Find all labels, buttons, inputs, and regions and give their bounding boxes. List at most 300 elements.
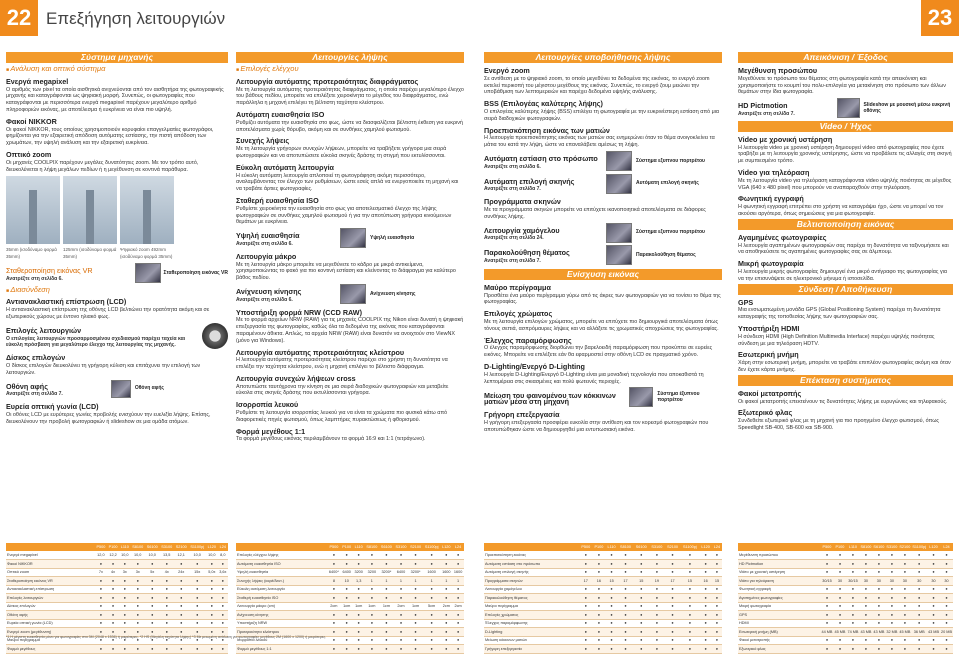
table-cell: 12,2 bbox=[107, 551, 119, 560]
table-row bbox=[236, 611, 464, 620]
table-cell: ● bbox=[353, 560, 365, 569]
table-cell: ● bbox=[898, 602, 911, 611]
table-cell: ● bbox=[95, 602, 107, 611]
table-cell: ● bbox=[107, 585, 119, 594]
table-row bbox=[6, 577, 228, 586]
table-cell: ● bbox=[341, 585, 353, 594]
table-cell: ● bbox=[605, 551, 617, 560]
table-header-cell: S6100 bbox=[380, 545, 392, 549]
row-label: Επιλογές λειτουργιών bbox=[6, 594, 95, 603]
table-cell: 43 MB bbox=[927, 628, 940, 637]
table-cell: 1cm bbox=[365, 602, 380, 611]
table-cell: ● bbox=[452, 551, 464, 560]
table-cell: ● bbox=[885, 551, 898, 560]
table-cell: ● bbox=[440, 585, 452, 594]
row-label: Ισορροπία λευκού bbox=[236, 636, 327, 645]
section-heading: ■ Ανάλυση και οπτικό σύστημα bbox=[6, 66, 228, 74]
table-cell: ● bbox=[206, 560, 218, 569]
row-label: Αυτόματη ευαισθησία ISO bbox=[236, 560, 327, 569]
table-cell: ● bbox=[699, 585, 712, 594]
face-af-thumbnail bbox=[606, 151, 632, 171]
table-header-cell: L24 bbox=[452, 543, 464, 551]
table-cell: ● bbox=[665, 560, 681, 569]
table-cell: ● bbox=[649, 594, 665, 603]
feature-text: Ρυθμίστε τη λειτουργία ισορροπίας λευκού για να είναι τα χρώματα πιο φυσικά κάτω από διαφορετικές πηγές φωτισμού, όπως λαμπτήρες πυρακτώσεως ή φθορισμού. bbox=[236, 410, 448, 423]
table-cell: ● bbox=[846, 594, 859, 603]
table-cell: ● bbox=[579, 628, 592, 637]
table-cell: ● bbox=[898, 645, 911, 654]
table-header-cell: L110 bbox=[846, 543, 859, 551]
table-cell: ● bbox=[649, 611, 665, 620]
table-row bbox=[738, 551, 953, 560]
table-cell: ● bbox=[633, 619, 649, 628]
table-cell: 74 MB bbox=[846, 628, 859, 637]
table-cell: ● bbox=[605, 602, 617, 611]
feature-heading: Αυτόματη επιλογή σκηνής bbox=[484, 176, 575, 186]
row-label: Λειτουργία μάκρο (cm) bbox=[236, 602, 327, 611]
table-cell: ● bbox=[206, 645, 218, 654]
table-cell: ● bbox=[119, 645, 130, 654]
table-cell: ● bbox=[885, 636, 898, 645]
table-cell: ● bbox=[579, 611, 592, 620]
table-row bbox=[738, 585, 953, 594]
table-row bbox=[484, 611, 722, 620]
table-cell: ● bbox=[353, 585, 365, 594]
feature-heading: Video με χρονική υστέρηση bbox=[738, 134, 833, 144]
row-label: Προγράμματα σκηνών bbox=[484, 577, 579, 586]
table-cell: ● bbox=[940, 560, 953, 569]
feature-heading: Προγράμματα σκηνών bbox=[484, 197, 561, 207]
table-row bbox=[738, 568, 953, 577]
table-cell: ● bbox=[605, 585, 617, 594]
table-cell: ● bbox=[898, 594, 911, 603]
table-cell: ● bbox=[145, 611, 160, 620]
row-label: Γρήγορη επεξεργασία bbox=[484, 645, 579, 654]
table-cell: ● bbox=[159, 585, 174, 594]
table-cell: ● bbox=[859, 551, 872, 560]
feature-text: Η λειτουργία αυτόματης προτεραιότητας κλείστρου παρέχει στο χρήστη τη δυνατότητα να επιλέξει την ταχύτητα κλείστρου, ενώ η μηχανή επιλέγει το βέλτιστο διάφραγμα. bbox=[236, 357, 448, 371]
table-cell: ● bbox=[452, 628, 464, 637]
table-header-cell: S8100 bbox=[132, 545, 144, 549]
row-label: GPS bbox=[738, 611, 820, 620]
feature-text: Μεγεθύνετε το πρόσωπο του θέματος στη φωτογραφία κατά την απεικόνιση και χρησιμοποιήστε το κουμπί του πολυ-επιλογέα για μετακίνηση στο πρόσωπο των άλλων θεμάτων στην ίδια φωτογραφία. bbox=[738, 75, 946, 96]
table-header-cell: L110 bbox=[120, 545, 129, 549]
table-row bbox=[738, 619, 953, 628]
table-cell: ● bbox=[365, 628, 380, 637]
table-cell: ● bbox=[353, 611, 365, 620]
table-header-cell: S6100 bbox=[873, 545, 885, 549]
table-cell: ● bbox=[859, 619, 872, 628]
table-cell: ● bbox=[95, 619, 107, 628]
row-label: Φωνητική εγγραφή bbox=[738, 585, 820, 594]
table-cell: 13,5 bbox=[159, 551, 174, 560]
table-cell: ● bbox=[107, 611, 119, 620]
table-cell: 3200 bbox=[365, 568, 380, 577]
feature-text: Προσθέτει ένα μαύρο περίγραμμα γύρω από τις άκρες των φωτογραφιών για να τονίσει το θέμα της φωτογραφίας. bbox=[484, 292, 721, 306]
table-cell: ● bbox=[911, 568, 927, 577]
table-cell: ● bbox=[159, 611, 174, 620]
table-cell: ● bbox=[859, 560, 872, 569]
table-header-cell: L24 bbox=[713, 545, 721, 549]
table-cell: 2cm bbox=[394, 602, 409, 611]
table-cell: 7x bbox=[95, 568, 107, 577]
table-cell: ● bbox=[95, 585, 107, 594]
table-cell: 1 bbox=[394, 577, 409, 586]
table-cell: ● bbox=[927, 568, 940, 577]
table-cell: ● bbox=[188, 602, 206, 611]
table-cell: ● bbox=[927, 560, 940, 569]
table-cell: ● bbox=[820, 636, 833, 645]
table-cell: ● bbox=[846, 585, 859, 594]
table-cell: ● bbox=[680, 568, 699, 577]
table-cell: 3200* bbox=[379, 568, 394, 577]
row-label: Μαύρο περίγραμμα bbox=[6, 636, 95, 645]
table-cell: ● bbox=[440, 551, 452, 560]
feature-text: Ρυθμίστε χειροκίνητα την ευαισθησία στο φως για αποτελεσματικό έλεγχο της λήψης φωτογραφιών σε συνθήκες χαμηλού φωτισμού ή για την αποτύπωση γρήγορα κινούμενων θεμάτων με ευκρίνεια. bbox=[236, 205, 452, 226]
table-cell: ● bbox=[940, 568, 953, 577]
table-header-cell: L24 bbox=[940, 543, 953, 551]
caption: Ψηφιακό zoom 492mm (ισοδύναμο φορμά 35mm) bbox=[120, 247, 173, 260]
table-cell: ● bbox=[394, 636, 409, 645]
table-cell: ● bbox=[218, 636, 228, 645]
table-row bbox=[236, 602, 464, 611]
table-cell: ● bbox=[680, 645, 699, 654]
table-cell: ● bbox=[107, 645, 119, 654]
table-cell: ● bbox=[699, 628, 712, 637]
table-header-cell: S3100 bbox=[649, 543, 665, 551]
table-cell: ● bbox=[846, 560, 859, 569]
table-row bbox=[484, 585, 722, 594]
table-cell: 1600 bbox=[423, 568, 441, 577]
feature-text: Ο επιλογέας καλύτερης λήψης (BSS) επιλέγει τη φωτογραφία με την ευκρινέστερη εστίαση από μια σειρά διαδοχικών φωτογραφιών. bbox=[484, 108, 719, 122]
table-row bbox=[6, 585, 228, 594]
table-cell: ● bbox=[592, 560, 605, 569]
table-cell: 15x bbox=[188, 568, 206, 577]
table-cell: ● bbox=[119, 577, 130, 586]
table-cell: ● bbox=[618, 594, 634, 603]
table-header-cell: S6100 bbox=[146, 545, 158, 549]
feature-heading: Γρήγορη επεξεργασία bbox=[484, 410, 560, 420]
table-cell: 17 bbox=[618, 577, 634, 586]
feature-heading: Υψηλή ευαισθησία bbox=[236, 231, 300, 241]
row-label: Υποστήριξη NRW bbox=[236, 619, 327, 628]
table-cell: 15 bbox=[680, 577, 699, 586]
thumb-label: Σύστημα έξυπνου πορτρέτου bbox=[657, 390, 700, 404]
page-number-left: 22 bbox=[0, 0, 38, 36]
table-cell: 30 bbox=[872, 577, 885, 586]
table-row bbox=[6, 551, 228, 560]
table-cell: 30 bbox=[911, 577, 927, 586]
feature-heading: HD Pictmotion bbox=[738, 101, 788, 111]
table-cell: ● bbox=[605, 636, 617, 645]
thumb-label: Σύστημα εξυπνου πορτρέτου bbox=[636, 157, 705, 164]
table-cell: ● bbox=[649, 551, 665, 560]
high-sensitivity-thumbnail bbox=[340, 228, 366, 248]
row-label: Δίσκος επιλογών bbox=[6, 602, 95, 611]
table-cell: ● bbox=[95, 611, 107, 620]
table-cell: ● bbox=[145, 602, 160, 611]
table-cell: ● bbox=[872, 602, 885, 611]
table-cell: ● bbox=[859, 611, 872, 620]
table-cell: ● bbox=[699, 602, 712, 611]
table-header-cell: S3100 bbox=[886, 545, 898, 549]
table-cell: ● bbox=[408, 585, 423, 594]
table-cell: ● bbox=[423, 560, 441, 569]
table-cell: ● bbox=[911, 611, 927, 620]
table-cell: ● bbox=[341, 560, 353, 569]
feature-heading: Δίσκος επιλογών bbox=[6, 353, 66, 363]
table-header-cell: P100 bbox=[342, 545, 352, 549]
table-cell: ● bbox=[95, 645, 107, 654]
feature-text: Οι οθόνες LCD με ευρύτερες γωνίες προβολής ενισχύουν την ευελιξία λήψης. Επίσης, διευκολύνουν την προβολή φωτογραφιών ή slideshow σε μια ομάδα ατόμων. bbox=[6, 411, 211, 425]
table-cell: ● bbox=[885, 611, 898, 620]
feature-heading: Λειτουργία συνεχών λήψεων cross bbox=[236, 373, 356, 383]
table-cell: ● bbox=[649, 602, 665, 611]
table-cell: ● bbox=[95, 577, 107, 586]
table-cell: ● bbox=[649, 619, 665, 628]
table-cell: ● bbox=[833, 602, 846, 611]
table-cell: ● bbox=[159, 594, 174, 603]
row-label: Ανίχνευση κίνησης bbox=[236, 611, 327, 620]
table-cell: 43 MB bbox=[859, 628, 872, 637]
thumb-label: Οθόνη αφής bbox=[134, 385, 164, 392]
feature-heading: Οθόνη αφής bbox=[6, 381, 48, 391]
column-playback-output bbox=[738, 52, 953, 540]
table-cell: ● bbox=[618, 628, 634, 637]
row-label: Παρακολούθηση θέματος bbox=[484, 594, 579, 603]
row-label: Φορμά μεγέθους bbox=[6, 645, 95, 654]
table-cell: ● bbox=[130, 619, 145, 628]
table-cell: ● bbox=[206, 619, 218, 628]
feature-heading: Προεπισκόπηση εικόνας των ματιών bbox=[484, 125, 610, 135]
table-cell: ● bbox=[820, 602, 833, 611]
table-cell: 30/15 bbox=[846, 577, 859, 586]
row-label: Ενεργό zoom (μεγέθυνση) bbox=[6, 628, 95, 637]
table-cell: 5,0x bbox=[206, 568, 218, 577]
thumb-label: Αυτόματη επιλογή σκηνής bbox=[636, 180, 699, 187]
table-header-cell: P100 bbox=[592, 543, 605, 551]
table-cell: ● bbox=[327, 619, 340, 628]
table-header-cell bbox=[738, 543, 820, 551]
table-cell: 44 MB bbox=[820, 628, 833, 637]
table-row bbox=[236, 568, 464, 577]
feature-text: Ρυθμίζει αυτόματα την ευαισθησία στο φως, ώστε να διασφαλίζεται βέλτιστη έκθεση για ευκρινή αποτελέσματα χωρίς θόρυβο, ακόμη και σε συνθήκες χαμηλού φωτισμού. bbox=[236, 119, 463, 133]
table-cell: ● bbox=[174, 594, 189, 603]
feature-text: Ανατρέξτε στη σελίδα 7. bbox=[6, 391, 63, 398]
table-cell: ● bbox=[898, 636, 911, 645]
table-cell: ● bbox=[423, 628, 441, 637]
table-cell: ● bbox=[605, 645, 617, 654]
table-header-cell: P100 bbox=[833, 543, 846, 551]
feature-text: Σε αντίθεση με το ψηφιακό zoom, το οποίο μεγεθύνει τα δεδομένα της εικόνας, το ενεργό zoom εκτελεί περικοπή του μέγιστου μεγέθους της εικόνας. Συνεπώς, το ενεργό ζουμ μειώνει την υποβάθμιση των λεπτομερειών και παρέχει δεδομένα υψηλής ανάλυσης. bbox=[484, 75, 710, 96]
table-cell: ● bbox=[353, 628, 365, 637]
table-cell: ● bbox=[592, 551, 605, 560]
table-cell: ● bbox=[379, 645, 394, 654]
table-cell: ● bbox=[898, 568, 911, 577]
table-cell: ● bbox=[218, 577, 228, 586]
thumb-label: Σταθεροποίηση εικόνας VR bbox=[163, 269, 228, 276]
table-cell: ● bbox=[365, 560, 380, 569]
table-header-cell: S2100 bbox=[899, 545, 911, 549]
feature-heading: Οπτικό zoom bbox=[6, 149, 52, 159]
row-label: Ευρεία οπτική γωνία (LCD) bbox=[6, 619, 95, 628]
table-cell: ● bbox=[145, 560, 160, 569]
table-cell: ● bbox=[379, 551, 394, 560]
table-cell: ● bbox=[174, 602, 189, 611]
table-cell: ● bbox=[174, 611, 189, 620]
table-cell: ● bbox=[927, 611, 940, 620]
table-cell: ● bbox=[820, 611, 833, 620]
row-label: Επιλογές ελέγχου λήψης bbox=[236, 551, 327, 560]
table-cell: ● bbox=[699, 560, 712, 569]
table-cell: ● bbox=[341, 628, 353, 637]
feature-heading: Εξωτερικό φλας bbox=[738, 408, 793, 418]
table-header-cell bbox=[236, 543, 327, 551]
table-cell: ● bbox=[423, 619, 441, 628]
table-cell: 10,0 bbox=[119, 551, 130, 560]
table-cell: ● bbox=[712, 594, 722, 603]
table-cell: ● bbox=[649, 628, 665, 637]
feature-text: Η σύνδεση HDMI (High Definition Multimedia Interface) παρέχει υψηλής ποιότητας σύνδεση με μια τηλεόραση HDTV. bbox=[738, 333, 935, 347]
table-cell: ● bbox=[452, 636, 464, 645]
table-cell: ● bbox=[119, 628, 130, 637]
table-cell: ● bbox=[872, 585, 885, 594]
table-cell: ● bbox=[452, 594, 464, 603]
table-cell: ● bbox=[680, 594, 699, 603]
table-cell: ● bbox=[440, 611, 452, 620]
table-cell: 15 bbox=[633, 577, 649, 586]
table-cell: ● bbox=[872, 594, 885, 603]
feature-text: Με τη λειτουργία επιλογών χρώματος, μπορείτε να επιτύχετε πιο δημιουργικά αποτελέσματα όπως τόνους σεπιά, ασπρόμαυρες λήψεις και να αλλάξετε τις χρωματικές αποχρώσεις της φωτογραφίας. bbox=[484, 318, 719, 332]
table-cell: ● bbox=[649, 636, 665, 645]
subject-tracking-thumbnail bbox=[606, 245, 632, 265]
table-cell: ● bbox=[408, 594, 423, 603]
table-cell: ● bbox=[188, 619, 206, 628]
row-label: Εσωτερική μνήμη (MB) bbox=[738, 628, 820, 637]
table-cell: 3200 bbox=[353, 568, 365, 577]
table-cell: ● bbox=[95, 560, 107, 569]
table-cell: ● bbox=[440, 628, 452, 637]
table-cell: ● bbox=[592, 594, 605, 603]
row-label: Φορμά μεγέθους 1:1 bbox=[236, 645, 327, 654]
feature-heading: GPS bbox=[738, 297, 754, 307]
table-row bbox=[484, 551, 722, 560]
table-cell: ● bbox=[872, 645, 885, 654]
table-cell: 3200* bbox=[408, 568, 423, 577]
table-cell: ● bbox=[579, 560, 592, 569]
feature-heading: Υποστήριξη φορμά NRW (CCD RAW) bbox=[236, 307, 362, 317]
table-cell: 5cm bbox=[423, 602, 441, 611]
feature-heading: Λειτουργία αυτόματης προτεραιότητας διαφράγματος bbox=[236, 76, 419, 86]
table-row bbox=[738, 645, 953, 654]
table-cell: ● bbox=[365, 551, 380, 560]
row-label: Αυτόματη εστίαση στο πρόσωπο bbox=[484, 560, 579, 569]
table-row bbox=[6, 645, 228, 654]
table-cell: ● bbox=[159, 628, 174, 637]
table-row bbox=[738, 594, 953, 603]
table-header-cell: L120 bbox=[442, 545, 451, 549]
table-cell: 30 bbox=[940, 577, 953, 586]
thumb-label: Σύστημα εξυπνου πορτρέτου bbox=[636, 229, 705, 236]
table-cell: ● bbox=[846, 645, 859, 654]
feature-text: Η γρήγορη επεξεργασία προσφέρει ευκολία στην αντίθεση και τον κορεσμό φωτογραφιών που αποτυπώθηκαν ώστε να δημιουργηθεί μια εντυπωσιακή εικόνα. bbox=[484, 420, 709, 433]
table-cell: ● bbox=[898, 551, 911, 560]
table-cell: ● bbox=[940, 594, 953, 603]
table-header-cell: S8100 bbox=[860, 545, 872, 549]
table-cell: ● bbox=[633, 560, 649, 569]
table-cell: ● bbox=[130, 560, 145, 569]
table-cell: ● bbox=[872, 568, 885, 577]
table-cell: ● bbox=[119, 585, 130, 594]
table-cell: 15 bbox=[605, 577, 617, 586]
table-cell: ● bbox=[712, 568, 722, 577]
table-cell: ● bbox=[408, 645, 423, 654]
table-cell: ● bbox=[618, 568, 634, 577]
table-cell: ● bbox=[145, 585, 160, 594]
table-cell: ● bbox=[119, 611, 130, 620]
row-label: Μικρή φωτογραφία bbox=[738, 602, 820, 611]
table-cell: 1cm bbox=[379, 602, 394, 611]
table-cell: ● bbox=[579, 551, 592, 560]
table-cell: ● bbox=[423, 636, 441, 645]
table-cell: ● bbox=[927, 594, 940, 603]
table-cell: ● bbox=[592, 602, 605, 611]
table-cell: ● bbox=[592, 628, 605, 637]
column-shooting-functions bbox=[236, 52, 464, 540]
table-cell: ● bbox=[218, 628, 228, 637]
table-cell: ● bbox=[712, 636, 722, 645]
table-cell: ● bbox=[699, 645, 712, 654]
table-cell: ● bbox=[872, 551, 885, 560]
table-row bbox=[484, 594, 722, 603]
feature-text: Συνδεθείτε εξωτερικό φλας με τη μηχανή για πιο προηγμένο έλεγχο φωτισμού, όπως Speedlight SB-400, SB-600 και SB-900. bbox=[738, 418, 939, 431]
table-cell: ● bbox=[618, 636, 634, 645]
table-cell: ● bbox=[579, 594, 592, 603]
feature-heading: Μεγέθυνση προσώπου bbox=[738, 66, 818, 75]
feature-heading: D-Lighting/Ενεργό D-Lighting bbox=[484, 361, 585, 371]
feature-heading: Ευρεία οπτική γωνία (LCD) bbox=[6, 402, 99, 412]
table-row bbox=[484, 645, 722, 654]
table-cell: ● bbox=[130, 602, 145, 611]
table-cell: ● bbox=[820, 551, 833, 560]
table-cell: ● bbox=[130, 645, 145, 654]
table-cell: ● bbox=[940, 619, 953, 628]
table-cell: ● bbox=[833, 619, 846, 628]
table-cell: ● bbox=[206, 585, 218, 594]
table-cell: ● bbox=[130, 628, 145, 637]
row-label: Αγαπημένες φωτογραφίες bbox=[738, 594, 820, 603]
table-cell: ● bbox=[440, 636, 452, 645]
table-cell: ● bbox=[699, 594, 712, 603]
table-cell: ● bbox=[341, 619, 353, 628]
table-cell: 30/15 bbox=[820, 577, 833, 586]
table-row bbox=[738, 628, 953, 637]
table-cell: ● bbox=[379, 636, 394, 645]
table-cell: 16 bbox=[592, 577, 605, 586]
feature-text: Ανατρέξτε στη σελίδα 7. bbox=[484, 186, 541, 193]
table-header-cell: L110 bbox=[605, 543, 617, 551]
table-cell: 20 MB bbox=[940, 628, 953, 637]
table-cell: ● bbox=[665, 636, 681, 645]
table-header-cell: L110 bbox=[354, 545, 363, 549]
table-cell: ● bbox=[394, 645, 409, 654]
table-cell: ● bbox=[872, 619, 885, 628]
table-cell: ● bbox=[423, 585, 441, 594]
table-cell: ● bbox=[579, 619, 592, 628]
feature-heading: Παρακολούθηση θέματος bbox=[484, 248, 570, 258]
table-cell: ● bbox=[833, 611, 846, 620]
feature-heading: Αγαμημένες φωτογραφίες bbox=[738, 232, 827, 242]
